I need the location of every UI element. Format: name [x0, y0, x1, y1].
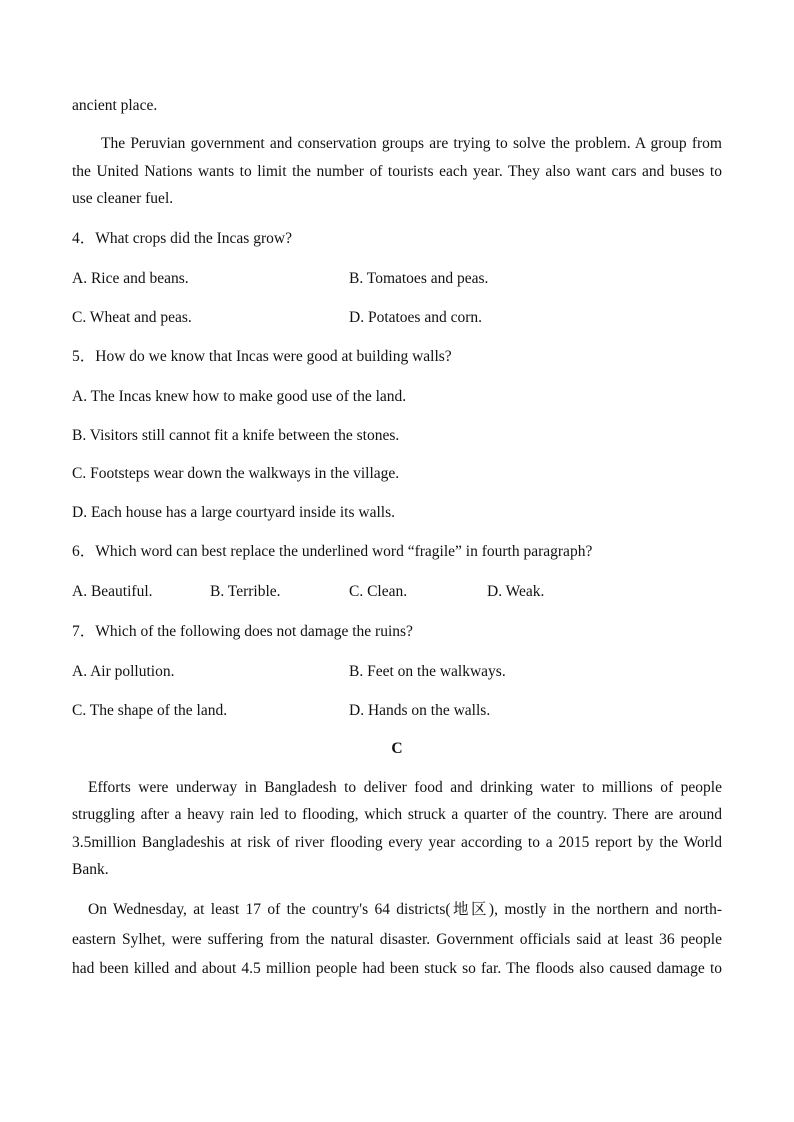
- section-c-paragraph-1-line: 3.5million Bangladeshis at risk of river flooding every year according to a 2015 report by the World: [72, 834, 722, 851]
- question-6-option-c: C. Clean.: [349, 583, 408, 600]
- question-6-option-a: A. Beautiful.: [72, 583, 153, 600]
- question-7-option-d: D. Hands on the walls.: [349, 702, 491, 719]
- section-c-paragraph-1-line: Bank.: [72, 861, 109, 878]
- question-5-option-d: D. Each house has a large courtyard inside its walls.: [72, 504, 395, 521]
- passage-b-paragraph-line: use cleaner fuel.: [72, 190, 174, 207]
- question-6-stem: 6．Which word can best replace the underlined word “fragile” in fourth paragraph?: [72, 543, 593, 560]
- question-5-option-b: B. Visitors still cannot fit a knife between the stones.: [72, 427, 400, 444]
- section-c-paragraph-2-line: had been killed and about 4.5 million people had been stuck so far. The floods also caused damage to: [72, 960, 722, 977]
- question-7-option-a: A. Air pollution.: [72, 663, 175, 680]
- passage-b-paragraph-line: The Peruvian government and conservation groups are trying to solve the problem. A group from: [101, 135, 722, 152]
- question-4-option-c: C. Wheat and peas.: [72, 309, 192, 326]
- question-6-option-d: D. Weak.: [487, 583, 545, 600]
- section-c-paragraph-2-line: eastern Sylhet, were suffering from the natural disaster. Government officials said at least 36 people: [72, 931, 722, 948]
- question-7-option-b: B. Feet on the walkways.: [349, 663, 506, 680]
- section-c-paragraph-1-line: struggling after a heavy rain led to flooding, which struck a quarter of the country. There are around: [72, 806, 722, 823]
- question-7-option-c: C. The shape of the land.: [72, 702, 228, 719]
- question-5-option-c: C. Footsteps wear down the walkways in the village.: [72, 465, 400, 482]
- passage-b-paragraph-line: the United Nations wants to limit the number of tourists each year. They also want cars and buses to: [72, 163, 722, 180]
- question-5-option-a: A. The Incas knew how to make good use of the land.: [72, 388, 407, 405]
- section-c-paragraph-2-line: On Wednesday, at least 17 of the country's 64 districts(地区), mostly in the northern and north-: [88, 901, 722, 918]
- question-7-stem: 7．Which of the following does not damage the ruins?: [72, 623, 413, 640]
- question-5-stem: 5．How do we know that Incas were good at building walls?: [72, 348, 452, 365]
- question-6-option-b: B. Terrible.: [210, 583, 281, 600]
- passage-b-end-line: ancient place.: [72, 97, 158, 114]
- section-c-heading: C: [391, 740, 403, 757]
- question-4-option-b: B. Tomatoes and peas.: [349, 270, 489, 287]
- question-4-option-d: D. Potatoes and corn.: [349, 309, 483, 326]
- question-4-stem: 4．What crops did the Incas grow?: [72, 230, 292, 247]
- question-4-option-a: A. Rice and beans.: [72, 270, 189, 287]
- section-c-paragraph-1-line: Efforts were underway in Bangladesh to deliver food and drinking water to millions of people: [88, 779, 722, 796]
